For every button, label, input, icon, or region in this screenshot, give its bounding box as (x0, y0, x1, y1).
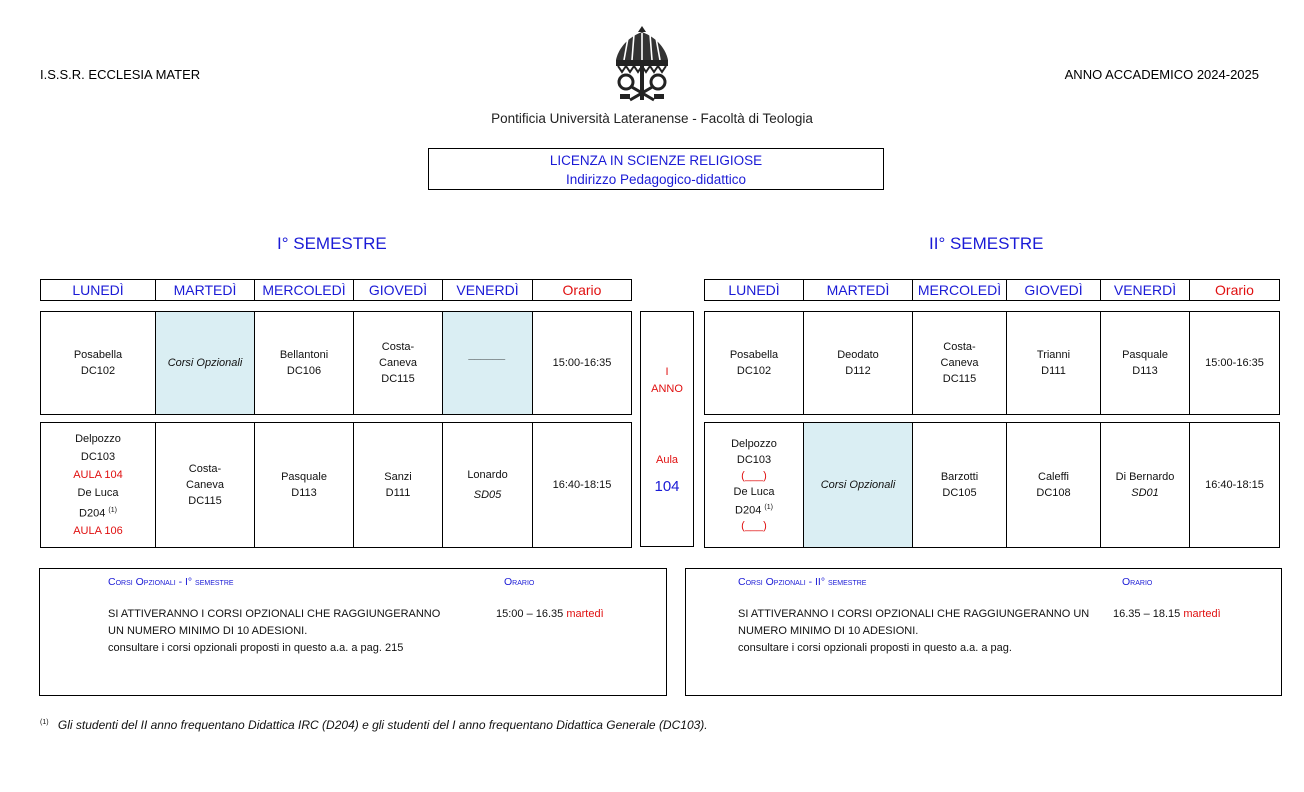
optional-line: UN NUMERO MINIMO DI 10 ADESIONI. (108, 625, 308, 637)
room-label: Aula (655, 454, 679, 466)
time-cell: 15:00-16:35 (1190, 312, 1280, 415)
time-cell: 16:40-18:15 (1190, 423, 1280, 548)
timetable-cell (1101, 423, 1190, 548)
room-label: (___) (741, 469, 767, 482)
day-tuesday: MARTEDÌ (804, 280, 913, 301)
teacher-name: Costa- (188, 463, 222, 475)
optional-line: SI ATTIVERANNO I CORSI OPZIONALI CHE RAGGIUNGERANNO (108, 608, 441, 620)
optional-description (108, 606, 440, 657)
day-friday: VENERDÌ (443, 280, 533, 301)
optional-courses-cell: Corsi Opzionali (156, 312, 255, 415)
teacher-name: Costa- (943, 341, 976, 353)
teacher-name: Deodato (837, 349, 879, 361)
program-title-box (428, 148, 884, 190)
teacher-name: Bellantoni (279, 349, 329, 361)
course-code: DC103 (736, 453, 772, 466)
semester1-title: I° SEMESTRE (277, 234, 387, 253)
footnote-mark: (1) (40, 719, 49, 726)
timetable-cell (804, 312, 913, 415)
optional-courses-box-sem1 (39, 568, 667, 696)
timetable-cell (354, 423, 443, 548)
teacher-name: Sanzi (384, 471, 412, 483)
course-code: DC102 (736, 365, 772, 377)
timetable-cell (41, 312, 156, 415)
timetable-cell (41, 423, 156, 548)
day-thursday: GIOVEDÌ (1007, 280, 1101, 301)
day-monday: LUNEDÌ (705, 280, 804, 301)
timetable-cell (913, 312, 1007, 415)
institute-name: I.S.S.R. ECCLESIA MATER (40, 67, 201, 82)
room-label: (___) (741, 520, 767, 533)
teacher-name: Caneva (940, 357, 979, 369)
course-code: D111 (1041, 365, 1066, 377)
optional-courses-box-sem2 (685, 568, 1282, 696)
course-code: D204 (79, 507, 106, 520)
time-cell: 16:40-18:15 (533, 423, 632, 548)
optional-heading: Corsi Opzionali - II° semestre (738, 576, 867, 588)
teacher-name: Di Bernardo (1115, 471, 1175, 483)
day-wednesday: MERCOLEDÌ (913, 280, 1007, 301)
table-row (41, 423, 632, 548)
teacher-name: Caneva (379, 357, 417, 369)
optional-courses-cell: Corsi Opzionali (804, 423, 913, 548)
optional-time-range: 15:00 – 16.35 (496, 608, 564, 620)
course-code: DC106 (286, 365, 322, 377)
year-number: I (665, 366, 669, 378)
program-title: LICENZA IN SCIENZE RELIGIOSE (549, 153, 763, 168)
teacher-name: Delpozzo (731, 437, 777, 450)
timetable-cell (913, 423, 1007, 548)
footnote-text: Gli studenti del II anno frequentano Didattica IRC (D204) e gli studenti del I anno frequentano Didattica Generale (DC103). (57, 718, 708, 732)
course-code-with-note (41, 502, 155, 523)
timetable-cell (443, 423, 533, 548)
optional-line: SI ATTIVERANNO I CORSI OPZIONALI CHE RAGGIUNGERANNO UN (738, 608, 1090, 620)
course-code: DC103 (80, 450, 116, 463)
room-label: AULA 104 (73, 468, 123, 481)
year-label: ANNO (651, 383, 683, 395)
optional-day: martedì (566, 608, 604, 620)
teacher-name: De Luca (77, 486, 119, 499)
day-friday: VENERDÌ (1101, 280, 1190, 301)
timetable-cell (1007, 312, 1101, 415)
teacher-name: De Luca (733, 485, 775, 498)
time-cell: 15:00-16:35 (533, 312, 632, 415)
optional-day: martedì (1183, 608, 1221, 620)
optional-time (1113, 606, 1221, 623)
footnote-mark: (1) (108, 506, 117, 514)
teacher-name: Costa- (381, 341, 415, 353)
timetable-cell (255, 423, 354, 548)
room-label: AULA 106 (73, 525, 123, 538)
course-code: DC115 (381, 373, 415, 385)
teacher-name: Barzotti (940, 471, 979, 483)
timetable-cell (705, 312, 804, 415)
teacher-name: Caleffi (1038, 471, 1069, 483)
footnote (40, 718, 708, 732)
empty-slot-cell (443, 312, 533, 415)
timetable-cell (1101, 312, 1190, 415)
optional-description (738, 606, 1089, 657)
teacher-name: Trianni (1036, 349, 1071, 361)
timetable-cell (705, 423, 804, 548)
footnote-mark: (1) (764, 503, 773, 511)
day-thursday: GIOVEDÌ (354, 280, 443, 301)
optional-time-range: 16.35 – 18.15 (1113, 608, 1181, 620)
day-tuesday: MARTEDÌ (156, 280, 255, 301)
teacher-name: Pasquale (281, 471, 327, 483)
semester1-timetable (40, 311, 632, 548)
optional-line: consultare i corsi opzionali proposti in questo a.a. a pag. (738, 642, 1012, 654)
teacher-name: Posabella (73, 349, 123, 361)
teacher-name: Posabella (729, 349, 779, 361)
course-code: D113 (291, 487, 317, 499)
orario-header: Orario (1190, 280, 1280, 301)
course-code: DC102 (80, 365, 116, 377)
university-name: Pontificia Università Lateranense - Facoltà di Teologia (491, 111, 813, 126)
timetable-cell (354, 312, 443, 415)
semester2-title: II° SEMESTRE (929, 234, 1044, 253)
room-number: 104 (654, 478, 680, 495)
course-code: DC115 (188, 495, 222, 507)
day-wednesday: MERCOLEDÌ (255, 280, 354, 301)
optional-orario-heading: Orario (504, 576, 535, 588)
course-code: DC108 (1036, 487, 1071, 499)
teacher-name: Pasquale (1122, 349, 1168, 361)
course-code: SD05 (473, 489, 502, 501)
optional-line: consultare i corsi opzionali proposti in questo a.a. a pag. 215 (108, 642, 404, 654)
course-code: D112 (845, 365, 871, 377)
course-code: D204 (735, 504, 762, 517)
course-code: D111 (385, 487, 411, 499)
timetable-cell (255, 312, 354, 415)
optional-line: NUMERO MINIMO DI 10 ADESIONI. (738, 625, 919, 637)
course-code: D113 (1132, 365, 1158, 377)
semester2-day-header (704, 279, 1280, 301)
empty-slot-line: ______ (469, 349, 506, 361)
course-code: DC105 (942, 487, 977, 499)
timetable-cell (1007, 423, 1101, 548)
course-code: DC115 (942, 373, 977, 385)
table-row (705, 312, 1280, 415)
table-row (705, 423, 1280, 548)
year-room-box (640, 311, 694, 547)
teacher-name: Delpozzo (75, 432, 121, 445)
optional-heading: Corsi Opzionali - I° semestre (108, 576, 234, 588)
timetable-cell (156, 423, 255, 548)
teacher-name: Lonardo (467, 469, 508, 481)
course-code: SD01 (1131, 487, 1159, 499)
academic-year: ANNO ACCADEMICO 2024-2025 (1064, 67, 1259, 82)
orario-header: Orario (533, 280, 632, 301)
day-monday: LUNEDÌ (41, 280, 156, 301)
course-code-with-note (705, 500, 803, 519)
papal-emblem-icon (606, 24, 678, 106)
teacher-name: Caneva (186, 479, 224, 491)
optional-orario-heading: Orario (1122, 576, 1153, 588)
semester2-timetable (704, 311, 1280, 548)
optional-time (496, 606, 604, 623)
semester1-day-header (40, 279, 632, 301)
table-row (41, 312, 632, 415)
program-subtitle: Indirizzo Pedagogico-didattico (565, 172, 747, 187)
